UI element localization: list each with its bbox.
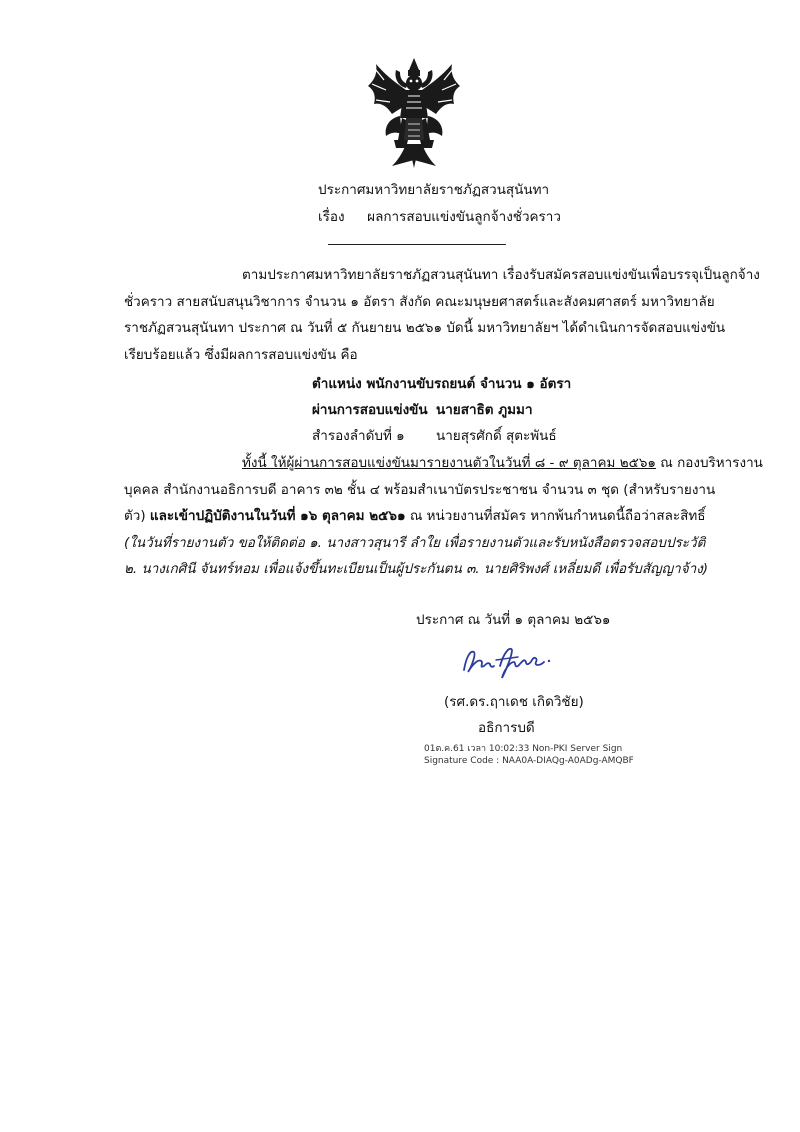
report-location-text: ณ กองบริหารงาน — [660, 455, 763, 471]
announcement-title: ประกาศมหาวิทยาลัยราชภัฏสวนสุนันทา — [318, 182, 550, 198]
subject-text: ผลการสอบแข่งขันลูกจ้างชั่วคราว — [367, 209, 561, 225]
instructions-l3-start: ตัว) — [124, 508, 146, 524]
header-divider — [328, 244, 506, 245]
reserve-name: นายสุรศักดิ์ สุตะพันธ์ — [436, 428, 557, 444]
instructions-line-1 — [124, 450, 763, 477]
intro-line-4: เรียบร้อยแล้ว ซึ่งมีผลการสอบแข่งขัน คือ — [124, 346, 358, 363]
intro-line-3: ราชภัฏสวนสุนันทา ประกาศ ณ วันที่ ๕ กันยายน ๒๕๖๑ บัดนี้ มหาวิทยาลัยฯ ได้ดำเนินการจัดสอบแข่งขัน — [124, 320, 726, 336]
handwritten-signature — [456, 640, 560, 682]
position-heading: ตำแหน่ง พนักงานขับรถยนต์ จำนวน ๑ อัตรา — [312, 376, 572, 392]
report-dates-text: ทั้งนี้ ให้ผู้ผ่านการสอบแข่งขันมารายงานตัวในวันที่ ๘ - ๙ ตุลาคม ๒๕๖๑ — [242, 455, 656, 471]
signer-title: อธิการบดี — [478, 720, 535, 736]
instructions-line-5: ๒. นางเกศินี จันทร์หอม เพื่อแจ้งขึ้นทะเบียนเป็นผู้ประกันตน ๓. นายศิริพงศ์ เหลี่ยมดี เพื่อรับสัญญาจ้าง) — [124, 561, 709, 577]
subject-label: เรื่อง — [318, 209, 345, 225]
passed-name: นายสาธิต ภูมมา — [436, 402, 533, 418]
subject-line — [318, 205, 561, 227]
instructions-line-4: (ในวันที่รายงานตัว ขอให้ติดต่อ ๑. นางสาวสุนารี ลำใย เพื่อรายงานตัวและรับหนังสือตรวจสอบประวัติ — [124, 534, 706, 551]
intro-paragraph — [124, 262, 760, 368]
sign-timestamp: 01ต.ค.61 เวลา 10:02:33 Non-PKI Server Sign — [424, 744, 623, 754]
signature-code: Signature Code : NAA0A-DIAQg-A0ADg-AMQBF — [424, 756, 634, 766]
instructions-line-3 — [124, 503, 706, 530]
instructions-l3-rest: ณ หน่วยงานที่สมัคร หากพ้นกำหนดนี้ถือว่าสละสิทธิ์ — [409, 508, 706, 524]
intro-line-2: ชั่วคราว สายสนับสนุนวิชาการ จำนวน ๑ อัตรา สังกัด คณะมนุษยศาสตร์และสังคมศาสตร์ มหาวิทยาลัย — [124, 293, 715, 310]
announced-date: ประกาศ ณ วันที่ ๑ ตุลาคม ๒๕๖๑ — [416, 612, 611, 628]
instructions-line-2: บุคคล สำนักงานอธิการบดี อาคาร ๓๒ ชั้น ๔ พร้อมสำเนาบัตรประชาชน จำนวน ๓ ชุด (สำหรับรายงาน — [124, 481, 716, 498]
start-work-date-text: และเข้าปฏิบัติงานในวันที่ ๑๖ ตุลาคม ๒๕๖๑ — [149, 508, 406, 524]
signer-name: (รศ.ดร.ฤาเดช เกิดวิชัย) — [444, 694, 584, 710]
intro-line-1: ตามประกาศมหาวิทยาลัยราชภัฏสวนสุนันทา เรื่องรับสมัครสอบแข่งขันเพื่อบรรจุเป็นลูกจ้าง — [242, 267, 760, 283]
reserve-label: สำรองลำดับที่ ๑ — [312, 428, 405, 444]
garuda-emblem — [362, 56, 466, 172]
passed-label: ผ่านการสอบแข่งขัน — [312, 402, 428, 418]
instructions-paragraph — [124, 450, 763, 583]
